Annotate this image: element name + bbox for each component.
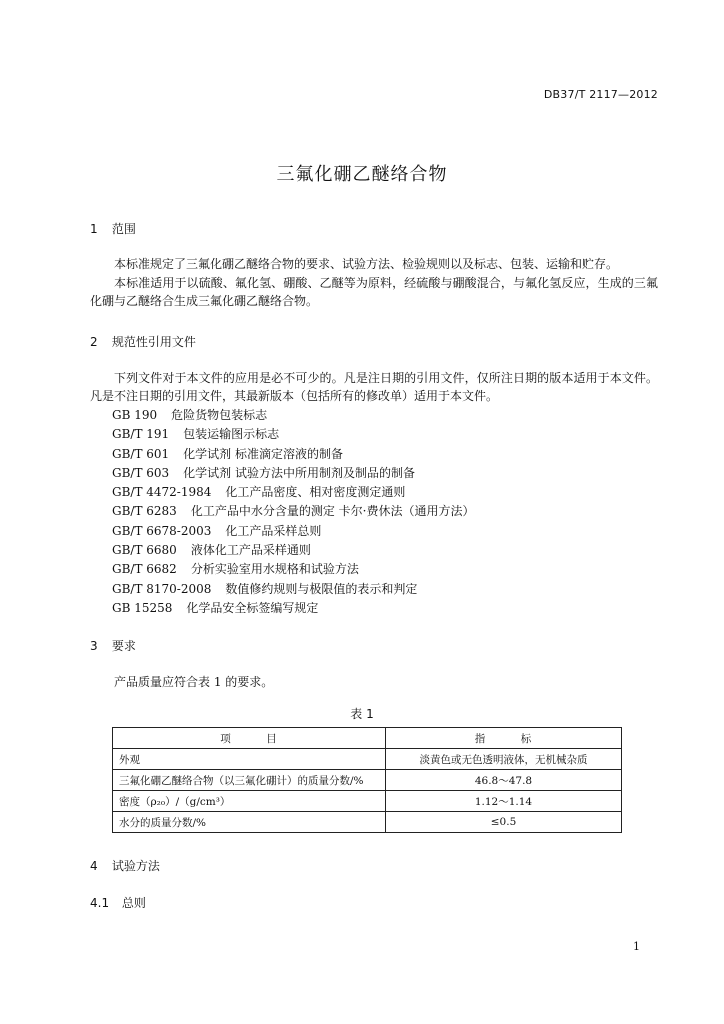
section-title: 范围 [111, 222, 136, 236]
section-number: 3 [90, 639, 98, 653]
reference-item [112, 580, 474, 599]
section-number: 4.1 [90, 896, 110, 910]
reference-code: GB/T 6678-2003 [112, 523, 212, 538]
scope-paragraph-1: 本标准规定了三氟化硼乙醚络合物的要求、试验方法、检验规则以及标志、包装、运输和贮存。 [114, 257, 619, 271]
reference-code: GB/T 603 [112, 465, 170, 480]
section-title: 总则 [121, 896, 146, 910]
section-number: 4 [90, 859, 98, 873]
reference-item [112, 522, 474, 541]
reference-name: 包装运输图示标志 [183, 427, 280, 442]
reference-code: GB/T 191 [112, 427, 170, 442]
reference-name: 液体化工产品采样通则 [190, 543, 311, 558]
reference-name: 化工产品采样总则 [225, 523, 322, 538]
reference-code: GB/T 8170-2008 [112, 581, 212, 596]
reference-code: GB 190 [112, 408, 158, 422]
reference-item [112, 541, 474, 560]
scope-paragraph-2: 本标准适用于以硫酸、氟化氢、硼酸、乙醚等为原料，经硫酸与硼酸混合，与氟化氢反应，生成的三氟化硼与乙醚络合生成三氟化硼乙醚络合物。 [90, 276, 658, 308]
section-heading-3 [90, 637, 136, 654]
section-number: 2 [90, 335, 98, 349]
reference-name: 化工产品密度、相对密度测定通则 [225, 485, 406, 500]
reference-name: 化学试剂 试验方法中所用制剂及制品的制备 [183, 465, 415, 480]
reference-code: GB/T 6682 [112, 562, 177, 577]
specification-table [112, 727, 622, 833]
page-number: 1 [633, 940, 640, 953]
section-title: 要求 [111, 639, 136, 653]
reference-item [112, 560, 474, 579]
reference-name: 数值修约规则与极限值的表示和判定 [225, 581, 418, 596]
table-row [113, 770, 622, 791]
table-header-row [113, 728, 622, 749]
reference-code: GB/T 601 [112, 446, 170, 461]
table-row [113, 791, 622, 812]
table-cell-value: 1.12～1.14 [386, 791, 622, 812]
reference-list [112, 406, 474, 618]
table-cell-value: 淡黄色或无色透明液体，无机械杂质 [386, 749, 622, 770]
table-cell-item: 水分的质量分数/% [113, 812, 386, 833]
reference-item [112, 502, 474, 521]
reference-name: 化学品安全标签编写规定 [186, 600, 319, 615]
references-intro-paragraph: 下列文件对于本文件的应用是必不可少的。凡是注日期的引用文件，仅所注日期的版本适用于本文件。凡是不注日期的引用文件，其最新版本（包括所有的修改单）适用于本文件。 [90, 371, 658, 403]
document-code: DB37/T 2117—2012 [543, 88, 658, 101]
reference-item [112, 464, 474, 483]
reference-code: GB 15258 [112, 600, 173, 615]
reference-code: GB/T 4472-1984 [112, 485, 212, 500]
reference-item [112, 406, 474, 425]
reference-name: 化工产品中水分含量的测定 卡尔·费休法（通用方法） [190, 504, 475, 519]
table-row [113, 812, 622, 833]
reference-name: 危险货物包装标志 [171, 408, 268, 422]
section-heading-1 [90, 220, 136, 237]
table-cell-value: 46.8～47.8 [386, 770, 622, 791]
table-cell-item: 密度（ρ₂₀）/（g/cm³） [113, 791, 386, 812]
subsection-heading-4-1 [90, 894, 146, 911]
reference-code: GB/T 6680 [112, 543, 177, 558]
reference-item [112, 599, 474, 618]
section-title: 试验方法 [111, 859, 160, 873]
reference-item [112, 445, 474, 464]
reference-item [112, 483, 474, 502]
table-cell-item: 三氟化硼乙醚络合物（以三氟化硼计）的质量分数/% [113, 770, 386, 791]
reference-name: 分析实验室用水规格和试验方法 [190, 562, 359, 577]
section-number: 1 [90, 222, 98, 236]
table-row [113, 749, 622, 770]
table-cell-value: ≤0.5 [386, 812, 622, 833]
reference-name: 化学试剂 标准滴定溶液的制备 [183, 446, 343, 461]
table-header-value: 指 标 [386, 728, 622, 749]
table-caption: 表 1 [350, 707, 374, 721]
reference-code: GB/T 6283 [112, 504, 177, 519]
requirements-paragraph: 产品质量应符合表 1 的要求。 [114, 675, 274, 689]
section-title: 规范性引用文件 [111, 335, 196, 349]
table-cell-item: 外观 [113, 749, 386, 770]
section-heading-4 [90, 857, 160, 874]
section-heading-2 [90, 333, 196, 350]
document-title: 三氟化硼乙醚络合物 [276, 164, 448, 185]
reference-item [112, 425, 474, 444]
table-header-item: 项 目 [113, 728, 386, 749]
